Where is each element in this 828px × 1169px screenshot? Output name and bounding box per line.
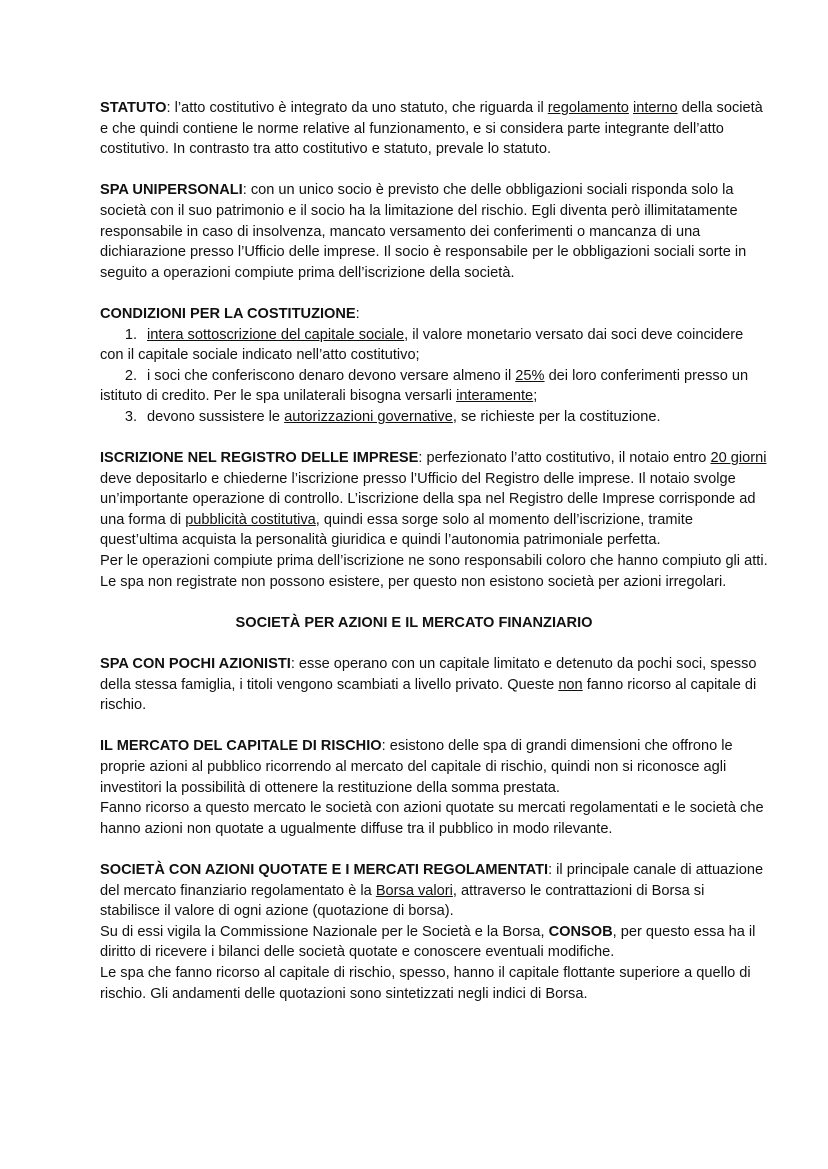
pochi-azionisti-title: SPA CON POCHI AZIONISTI bbox=[100, 656, 291, 673]
iscrizione-paragraph-2: Per le operazioni compiute prima dell’iscrizione ne sono responsabili coloro che hanno compiuto gli atti. Le spa non registrate non possono esistere, per questo non esistono società per azioni irregolari. bbox=[100, 553, 768, 590]
statuto-paragraph: STATUTO: l’atto costitutivo è integrato da uno statuto, che riguarda il regolamento interno della società e che quindi contiene le norme relative al funzionamento, e si considera parte integrante dell’atto costitutivo. In contrasto tra atto costitutivo e statuto, prevale lo statuto. bbox=[100, 100, 763, 158]
condizioni-list bbox=[100, 325, 768, 428]
unipersonali-paragraph: SPA UNIPERSONALI: con un unico socio è previsto che delle obbligazioni sociali risponda solo la società con il suo patrimonio e il socio ha la limitazione del rischio. Egli diventa però illimitatamente responsabile in caso di insolvenza, mancato versamento dei conferimenti o mancanza di una dichiarazione presso l’Ufficio delle imprese. Il socio è responsabile per le obbligazioni sociali sorte in seguito a operazioni compiute prima dell’iscrizione della società. bbox=[100, 182, 747, 281]
quotate-paragraph-3: Le spa che fanno ricorso al capitale di rischio, spesso, hanno il capitale flottante superiore a quello di rischio. Gli andamenti delle quotazioni sono sintetizzati negli indici di Borsa. bbox=[100, 964, 751, 1002]
quotate-title: SOCIETÀ CON AZIONI QUOTATE E I MERCATI REGOLAMENTATI bbox=[100, 861, 549, 878]
consob-label: CONSOB bbox=[548, 923, 613, 940]
list-item: 1. intera sottoscrizione del capitale sociale, il valore monetario versato dai soci deve coincidere con il capitale sociale indicato nell’atto costitutivo; bbox=[100, 326, 744, 364]
quotate-section: SOCIETÀ CON AZIONI QUOTATE E I MERCATI REGOLAMENTATI: il principale canale di attuazione del mercato finanziario regolamentato è la Borsa valori, attraverso le contrattazioni di Borsa si stabilisce il valore di ogni azione (quotazione di borsa). Su di essi vigila la Commissione Nazionale per le Società e la Borsa, CONSOB, per questo essa ha il diritto di ricevere i bilanci delle società quotate e conoscere eventuali modifiche. Le spa che fanno ricorso al capitale di rischio, spesso, hanno il capitale flottante superiore a quello di rischio. Gli andamenti delle quotazioni sono sintetizzati negli indici di Borsa. bbox=[100, 860, 768, 1004]
mercato-section: IL MERCATO DEL CAPITALE DI RISCHIO: esistono delle spa di grandi dimensioni che offrono le proprie azioni al pubblico ricorrendo al mercato del capitale di rischio, quindi non si riconosce agli investitori la possibilità di ottenere la restituzione della somma prestata. Fanno ricorso a questo mercato le società con azioni quotate su mercati regolamentati e le società che hanno azioni non quotate a ugualmente diffuse tra il pubblico in modo rilevante. bbox=[100, 736, 768, 839]
iscrizione-section: ISCRIZIONE NEL REGISTRO DELLE IMPRESE: perfezionato l’atto costitutivo, il notaio entro 20 giorni deve depositarlo e chiederne l’iscrizione presso l’Ufficio del Registro delle imprese. Il notaio svolge un’importante operazione di controllo. L’iscrizione della spa nel Registro delle Imprese corrisponde ad una forma di pubblicità costitutiva, quindi essa sorge solo al momento dell’iscrizione, tramite quest’ultima acquista la personalità giuridica e quindi l’autonomia patrimoniale perfetta. Per le operazioni compiute prima dell’iscrizione ne sono responsabili coloro che hanno compiuto gli atti. Le spa non registrate non possono esistere, per questo non esistono società per azioni irregolari. bbox=[100, 448, 768, 592]
list-item: 2. i soci che conferiscono denaro devono versare almeno il 25% dei loro conferimenti presso un istituto di credito. Per le spa unilaterali bisogna versarli interamente; bbox=[100, 367, 749, 405]
mercato-paragraph-2: Fanno ricorso a questo mercato le società con azioni quotate su mercati regolamentati e le società che hanno azioni non quotate a ugualmente diffuse tra il pubblico in modo rilevante. bbox=[100, 800, 764, 837]
mercato-title: IL MERCATO DEL CAPITALE DI RISCHIO bbox=[100, 738, 382, 755]
pochi-azionisti-paragraph: SPA CON POCHI AZIONISTI: esse operano con un capitale limitato e detenuto da pochi soci, spesso della stessa famiglia, i titoli vengono scambiati a livello privato. Queste non fanno ricorso al capitale di rischio. bbox=[100, 656, 757, 714]
iscrizione-title: ISCRIZIONE NEL REGISTRO DELLE IMPRESE bbox=[100, 450, 419, 467]
condizioni-section: CONDIZIONI PER LA COSTITUZIONE: 1. intera sottoscrizione del capitale sociale, il valore monetario versato dai soci deve coincidere con il capitale sociale indicato nell’atto costitutivo; 2. i soci che conferiscono denaro devono versare almeno il 25% dei loro conferimenti presso un istituto di credito. Per le spa unilaterali bisogna versarli interamente; 3. devono sussistere le autorizzazioni governative, se richieste per la costituzione. bbox=[100, 304, 768, 428]
list-item: 3. devono sussistere le autorizzazioni governative, se richieste per la costituzione. bbox=[124, 408, 661, 425]
quotate-paragraph-2: Su di essi vigila la Commissione Nazionale per le Società e la Borsa, CONSOB, per questo essa ha il diritto di ricevere i bilanci delle società quotate e conoscere eventuali modifiche. bbox=[100, 923, 756, 961]
condizioni-title: CONDIZIONI PER LA COSTITUZIONE bbox=[100, 305, 356, 322]
statuto-title: STATUTO bbox=[100, 100, 167, 116]
section-heading: SOCIETÀ PER AZIONI E IL MERCATO FINANZIARIO bbox=[235, 614, 593, 631]
unipersonali-title: SPA UNIPERSONALI bbox=[100, 182, 243, 199]
